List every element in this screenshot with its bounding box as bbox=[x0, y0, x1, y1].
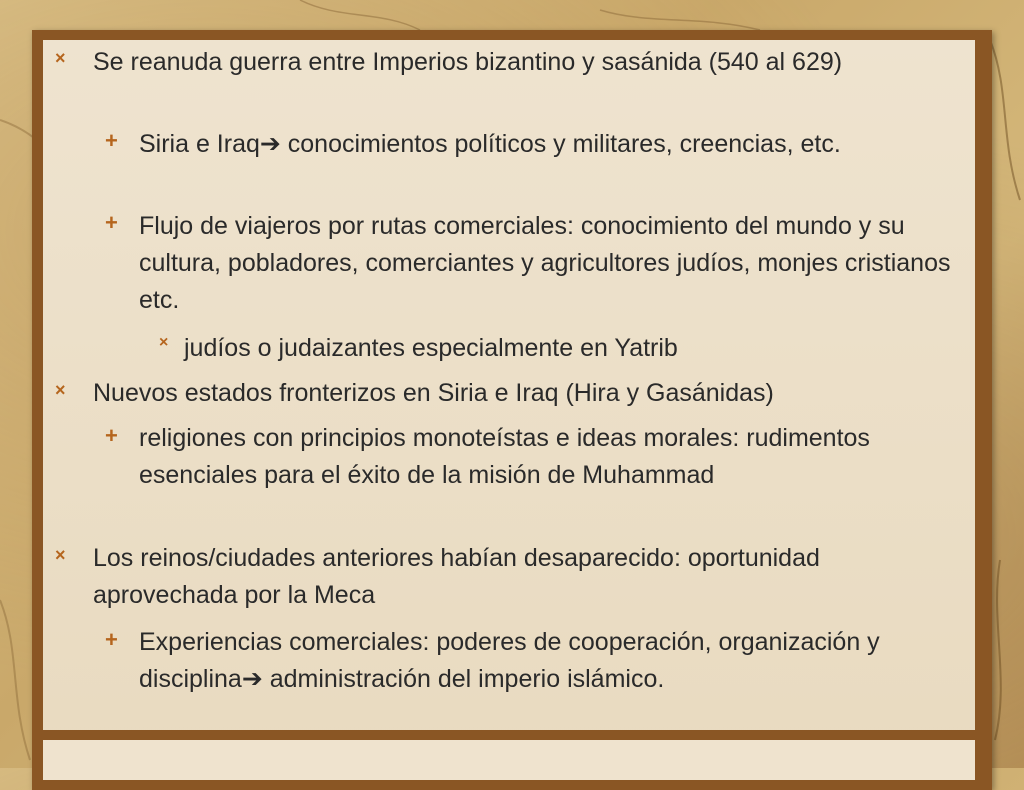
bullet-icon: × bbox=[55, 380, 66, 400]
bullet-text-level2: Flujo de viajeros por rutas comerciales: conocimiento del mundo y su cultura, pobladores, comerciantes y agricultores judíos, monjes cristianos etc. bbox=[139, 212, 951, 314]
bullet-icon: + bbox=[105, 627, 118, 652]
bullet-text-level1: Los reinos/ciudades anteriores habían desaparecido: oportunidad aprovechada por la Meca bbox=[93, 544, 820, 609]
bullet-text-level2: Experiencias comerciales: poderes de cooperación, organización y disciplina➔ administración del imperio islámico. bbox=[139, 628, 880, 693]
bullet-icon: + bbox=[105, 423, 118, 448]
bullet-text-level2: religiones con principios monoteístas e ideas morales: rudimentos esenciales para el éxito de la misión de Muhammad bbox=[139, 424, 870, 489]
bullet-icon: × bbox=[55, 48, 66, 68]
bullet-text-level3: judíos o judaizantes especialmente en Yatrib bbox=[184, 334, 678, 362]
bullet-text-level1: Nuevos estados fronterizos en Siria e Iraq (Hira y Gasánidas) bbox=[93, 379, 774, 407]
bullet-icon: + bbox=[105, 210, 118, 235]
bullet-icon: + bbox=[105, 128, 118, 153]
slide-content-panel-lower bbox=[43, 740, 975, 780]
bullet-icon: × bbox=[55, 545, 66, 565]
bullet-text-level2: Siria e Iraq➔ conocimientos políticos y militares, creencias, etc. bbox=[139, 130, 841, 158]
bullet-text-level1: Se reanuda guerra entre Imperios bizantino y sasánida (540 al 629) bbox=[93, 48, 843, 76]
bullet-icon: × bbox=[159, 334, 169, 351]
